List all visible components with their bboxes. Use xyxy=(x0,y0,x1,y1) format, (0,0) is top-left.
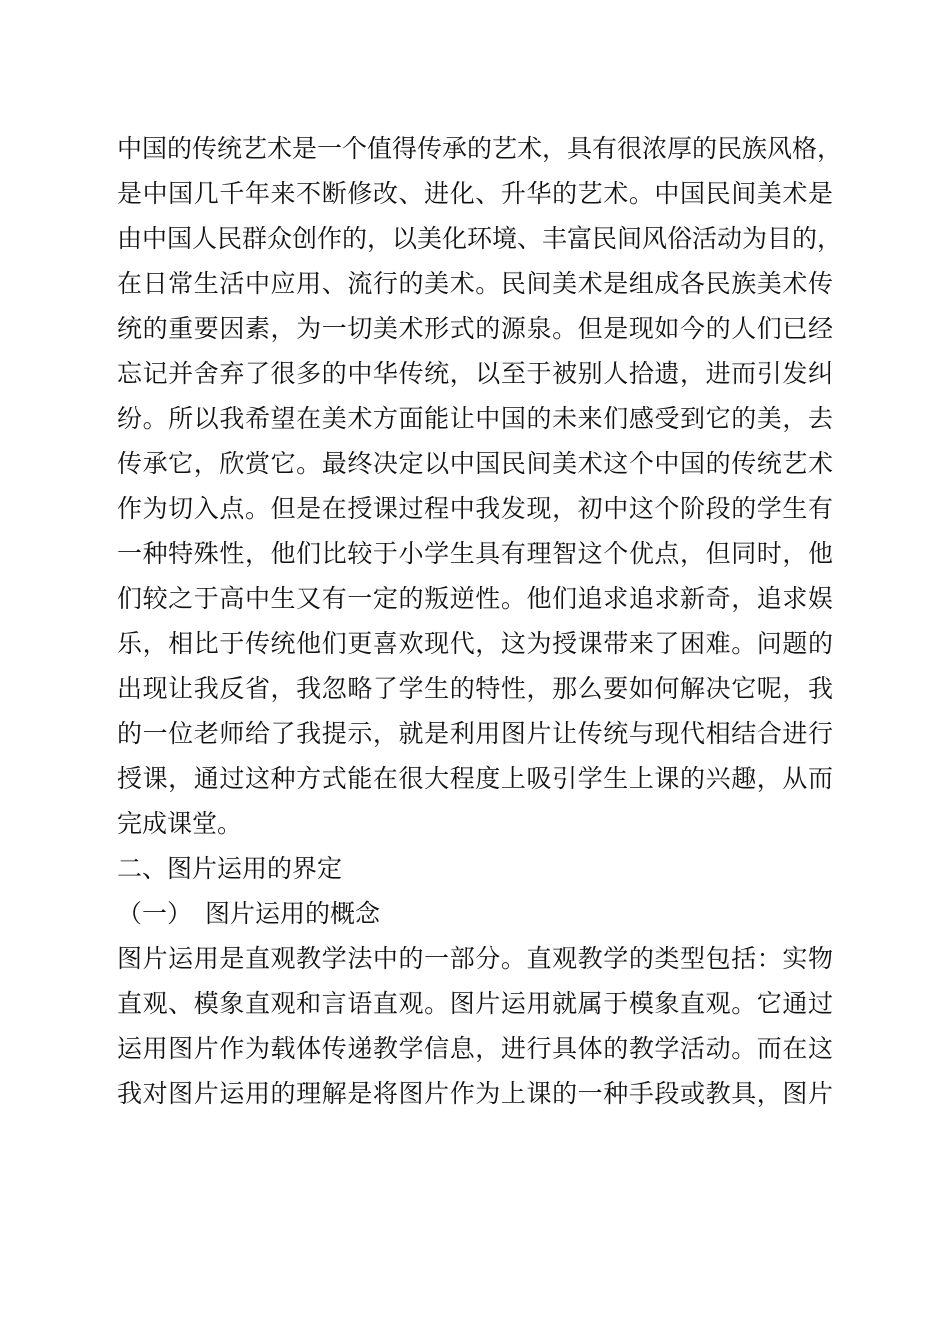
section-heading: 二、图片运用的界定 xyxy=(117,854,343,883)
text-line: 直观、模象直观和言语直观。图片运用就属于模象直观。它通过 xyxy=(117,989,833,1018)
text-line: 由中国人民群众创作的，以美化环境、丰富民间风俗活动为目的， xyxy=(117,224,843,253)
text-line: 纷。所以我希望在美术方面能让中国的未来们感受到它的美，去 xyxy=(117,404,833,433)
text-line-last: 完成课堂。 xyxy=(117,809,243,838)
text-line: 的一位老师给了我提示，就是利用图片让传统与现代相结合进行 xyxy=(117,719,833,748)
text-line: 统的重要因素，为一切美术形式的源泉。但是现如今的人们已经 xyxy=(117,314,833,343)
paragraph-intro xyxy=(117,126,843,846)
text-line: 忘记并舍弃了很多的中华传统，以至于被别人拾遗，进而引发纠 xyxy=(117,359,833,388)
text-line: 中国的传统艺术是一个值得传承的艺术，具有很浓厚的民族风格， xyxy=(117,134,843,163)
text-line: 授课，通过这种方式能在很大程度上吸引学生上课的兴趣，从而 xyxy=(117,764,833,793)
text-line: 我对图片运用的理解是将图片作为上课的一种手段或教具，图片 xyxy=(117,1079,833,1108)
subsection-title: 图片运用的概念 xyxy=(205,899,381,928)
text-line: 传承它，欣赏它。最终决定以中国民间美术这个中国的传统艺术 xyxy=(117,449,833,478)
text-line: 们较之于高中生又有一定的叛逆性。他们追求追求新奇，追求娱 xyxy=(117,584,833,613)
text-line: 运用图片作为载体传递教学信息，进行具体的教学活动。而在这 xyxy=(117,1034,833,1063)
subsection-number: （一） xyxy=(117,899,193,928)
text-line: 在日常生活中应用、流行的美术。民间美术是组成各民族美术传 xyxy=(117,269,833,298)
text-line: 作为切入点。但是在授课过程中我发现，初中这个阶段的学生有 xyxy=(117,494,833,523)
paragraph-concept xyxy=(117,936,833,1116)
text-line: 图片运用是直观教学法中的一部分。直观教学的类型包括：实物 xyxy=(117,944,833,973)
text-line: 一种特殊性，他们比较于小学生具有理智这个优点，但同时，他 xyxy=(117,539,833,568)
text-line: 出现让我反省，我忽略了学生的特性，那么要如何解决它呢，我 xyxy=(117,674,833,703)
text-line: 是中国几千年来不断修改、进化、升华的艺术。中国民间美术是 xyxy=(117,179,833,208)
subsection-heading xyxy=(117,891,833,936)
text-line: 乐，相比于传统他们更喜欢现代，这为授课带来了困难。问题的 xyxy=(117,629,833,658)
document-body xyxy=(117,126,843,1116)
